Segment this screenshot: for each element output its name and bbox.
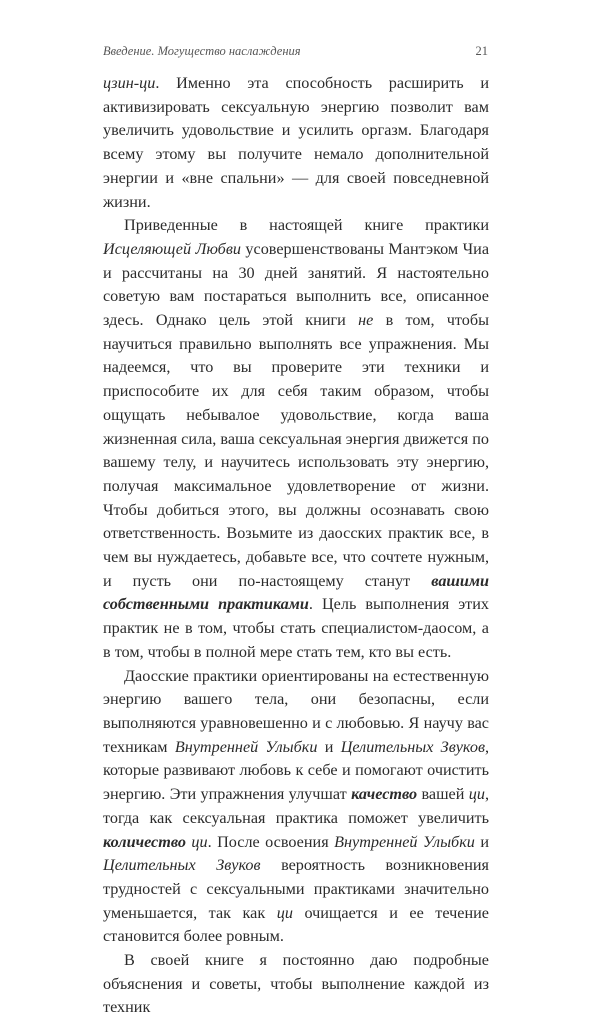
italic-text: цзин-ци	[103, 74, 156, 92]
emphasis-text: вашими собственными практиками	[103, 571, 489, 614]
italic-text: Внутренней Улыбки	[334, 832, 475, 851]
italic-text: Целительных Звуков	[340, 737, 485, 756]
paragraph	[103, 665, 489, 949]
text-run: В своей книге я постоянно даю подробные объяснения и советы, чтобы выполнение каждой из техник	[103, 951, 489, 1017]
paragraph	[103, 214, 489, 664]
text-run: вашей	[417, 785, 469, 804]
body-text	[103, 72, 489, 1020]
italic-text: ци	[191, 832, 208, 851]
text-run: Приведенные в настоящей книге практики	[124, 216, 489, 235]
italic-text: ци	[468, 785, 485, 804]
text-run: усовершенствованы Мантэком Чиа и рассчитаны на 30 дней занятий. Я настоятельно советую вам постараться выполнить все, описанное здесь. Однако цель этой книги	[103, 239, 490, 330]
text-run: , тогда как сексуальная практика поможет увеличить	[103, 785, 489, 827]
text-run: вероятность возникновения трудностей с сексуальными практиками значительно уменьшается, так как	[103, 856, 489, 922]
text-run: Даосские практики ориентированы на естественную энергию вашего тела, они безопасны, если выполняются уравновешенно и с любовью. Я научу вас техникам	[103, 666, 489, 756]
italic-text: ци	[276, 903, 293, 922]
text-run: . После освоения	[207, 832, 335, 851]
page-header	[103, 44, 488, 59]
text-run: очищается и ее течение становится более ровным.	[103, 903, 489, 946]
emphasis-text: количество	[103, 832, 186, 851]
page-number: 21	[475, 44, 488, 58]
text-run: . Именно эта способность расширить и активизировать сексуальную энергию позволит вам увеличить удовольствие и усилить оргазм. Благодаря всему этому вы получите немало дополнительной энергии и «вне спальни» — для своей повседневной жизни.	[103, 74, 489, 211]
emphasis-text: качество	[351, 785, 418, 804]
italic-text: Внутренней Улыбки	[174, 737, 318, 756]
paragraph	[103, 72, 489, 214]
text-run: . Цель выполнения этих практик не в том, чтобы стать специалистом-даосом, а в том, чтобы в полной мере стать тем, кто вы есть.	[103, 595, 490, 661]
italic-text: Исцеляющей Любви	[103, 239, 241, 258]
running-title: Введение. Могущество наслаждения	[103, 44, 301, 58]
italic-text: не	[358, 311, 374, 330]
text-run: в том, чтобы научиться правильно выполнять все упражнения. Мы надеемся, что вы проверите эти техники и приспособите их для себя таким образом, чтобы ощущать небывалое удовольствие, когда ваша жизненная сила, ваша сексуальная энергия движется по вашему телу, и научитесь использовать эту энергию, получая максимальное удовлетворение от жизни. Чтобы добиться этого, вы должны осознавать свою ответственность. Возьмите из даосских практик все, в чем вы нуждаетесь, добавьте все, что сочтете нужным, и пусть они по-настоящему станут	[103, 311, 489, 590]
text-run: и	[474, 832, 489, 851]
text-run: , которые развивают любовь к себе и помогают очистить энергию. Эти упражнения улучшат	[103, 737, 490, 804]
paragraph	[103, 949, 489, 1020]
italic-text: Целительных Звуков	[103, 856, 261, 875]
text-run: и	[317, 737, 341, 756]
